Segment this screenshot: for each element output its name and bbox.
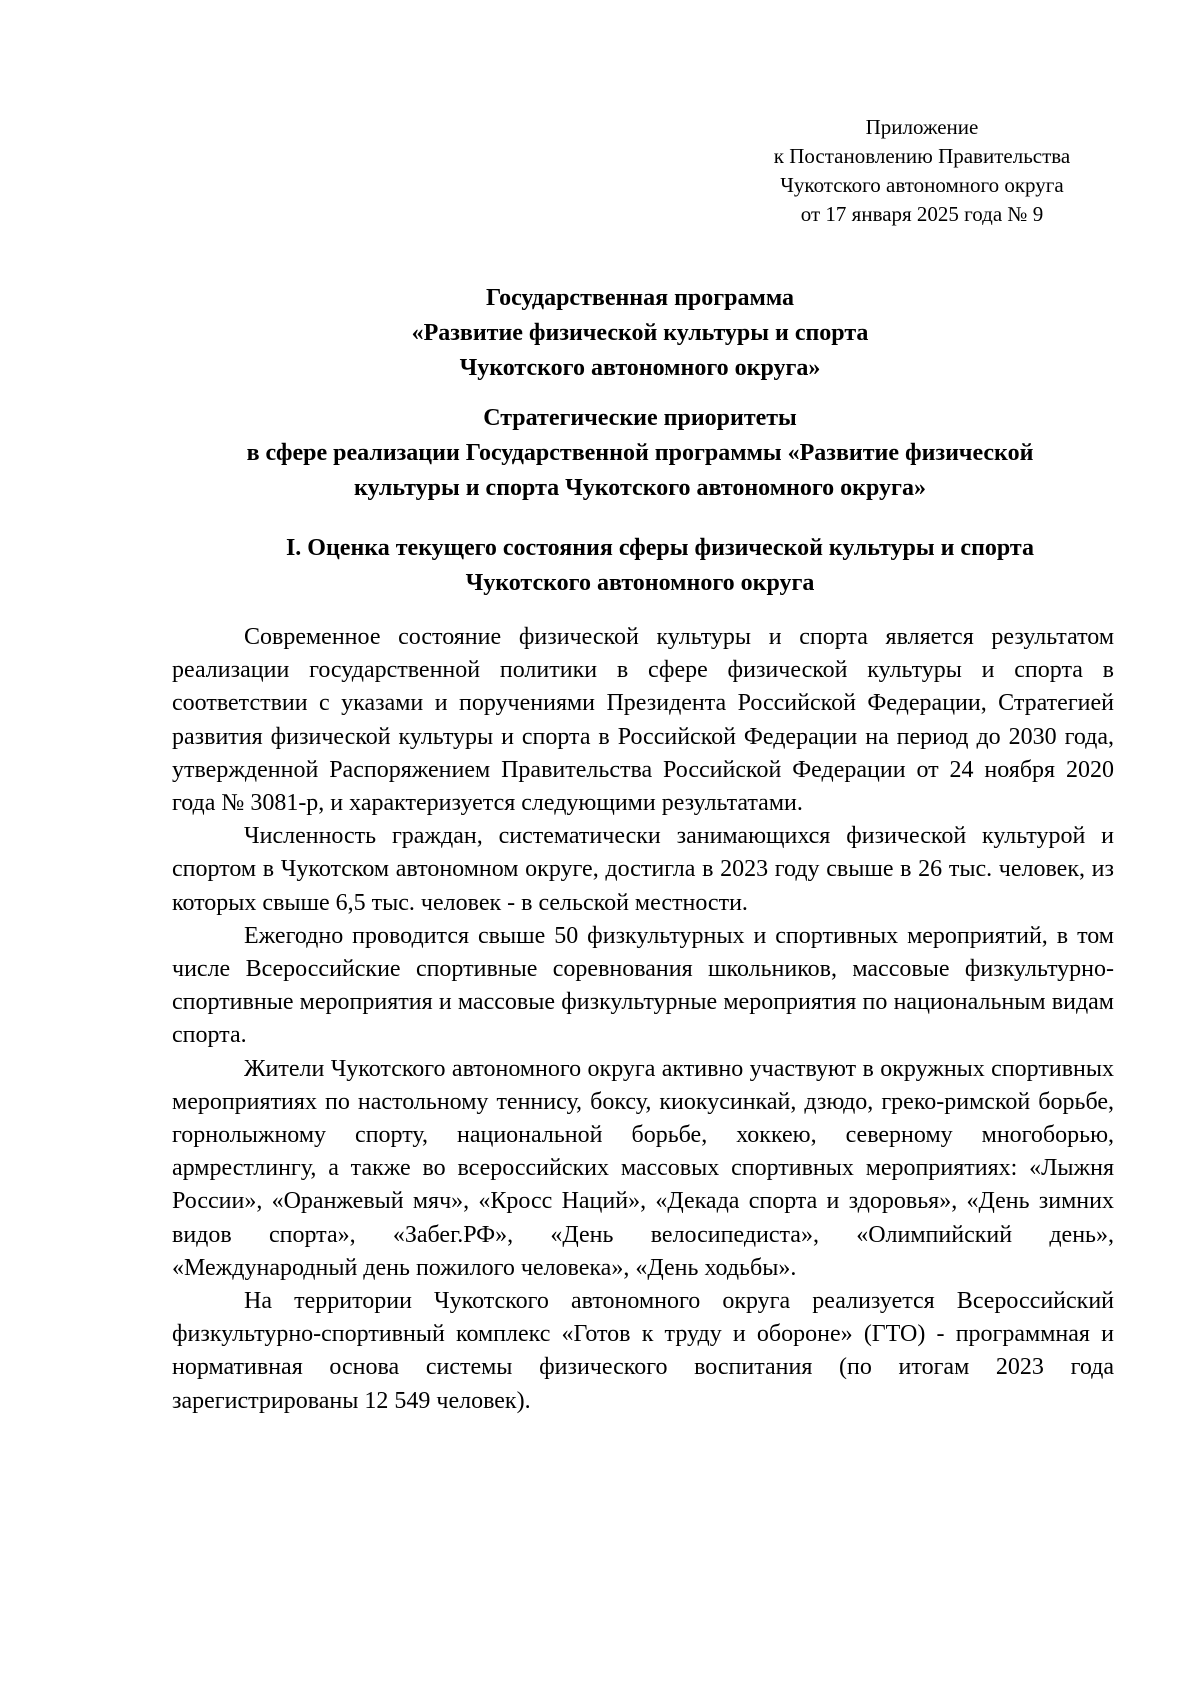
priorities-title-line: культуры и спорта Чукотского автономного округа»: [354, 475, 926, 501]
paragraph: Численность граждан, систематически занимающихся физической культурой и спортом в Чукотском автономном округе, достигла в 2023 году свыше в 26 тыс. человек, из которых свыше 6,5 тыс. человек - в сельской местности.: [172, 823, 1114, 916]
program-title-line: «Развитие физической культуры и спорта: [411, 320, 869, 346]
section-title-line: I. Оценка текущего состояния сферы физической культуры и спорта: [285, 535, 1035, 561]
appendix-region: Чукотского автономного округа: [780, 173, 1064, 197]
priorities-title-line: Стратегические приоритеты: [483, 405, 797, 431]
body-text: [172, 621, 1114, 1418]
priorities-title-line: в сфере реализации Государственной программы «Развитие физической: [246, 440, 1034, 466]
paragraph: На территории Чукотского автономного округа реализуется Всероссийский физкультурно-спортивный комплекс «Готов к труду и обороне» (ГТО) - программная и нормативная основа системы физического воспитания (по итогам 2023 года зарегистрированы 12 549 человек).: [172, 1288, 1114, 1414]
section-title-line: Чукотского автономного округа: [465, 570, 815, 596]
section-title: [160, 531, 1120, 601]
paragraph: Ежегодно проводится свыше 50 физкультурных и спортивных мероприятий, в том числе Всероссийские спортивные соревнования школьников, массовые физкультурно-спортивные мероприятия и массовые физкультурные мероприятия по национальным видам спорта.: [172, 922, 1114, 1049]
program-title-line: Чукотского автономного округа»: [459, 355, 821, 381]
appendix-label: Приложение: [865, 115, 979, 139]
appendix-block: [752, 113, 1092, 229]
priorities-title: [160, 401, 1120, 506]
paragraph: Жители Чукотского автономного округа активно участвуют в окружных спортивных мероприятиях по настольному теннису, боксу, киокусинкай, дзюдо, греко-римской борьбе, горнолыжному спорту, национальной борьбе, хоккею, северному многоборью, армрестлингу, а также во всероссийских массовых спортивных мероприятиях: «Лыжня России», «Оранжевый мяч», «Кросс Наций», «Декада спорта и здоровья», «День зимних видов спорта», «Забег.РФ», «День велосипедиста», «Олимпийский день», «Международный день пожилого человека», «День ходьбы».: [172, 1055, 1114, 1281]
program-title: [160, 281, 1120, 386]
paragraph: Современное состояние физической культуры и спорта является результатом реализации государственной политики в сфере физической культуры и спорта в соответствии с указами и поручениями Президента Российской Федерации, Стратегией развития физической культуры и спорта в Российской Федерации на период до 2030 года, утвержденной Распоряжением Правительства Российской Федерации от 24 ноября 2020 года № 3081-р, и характеризуется следующими результатами.: [172, 624, 1114, 817]
appendix-date-number: от 17 января 2025 года № 9: [800, 202, 1044, 226]
appendix-resolution: к Постановлению Правительства: [773, 144, 1071, 168]
program-title-line: Государственная программа: [485, 285, 795, 311]
